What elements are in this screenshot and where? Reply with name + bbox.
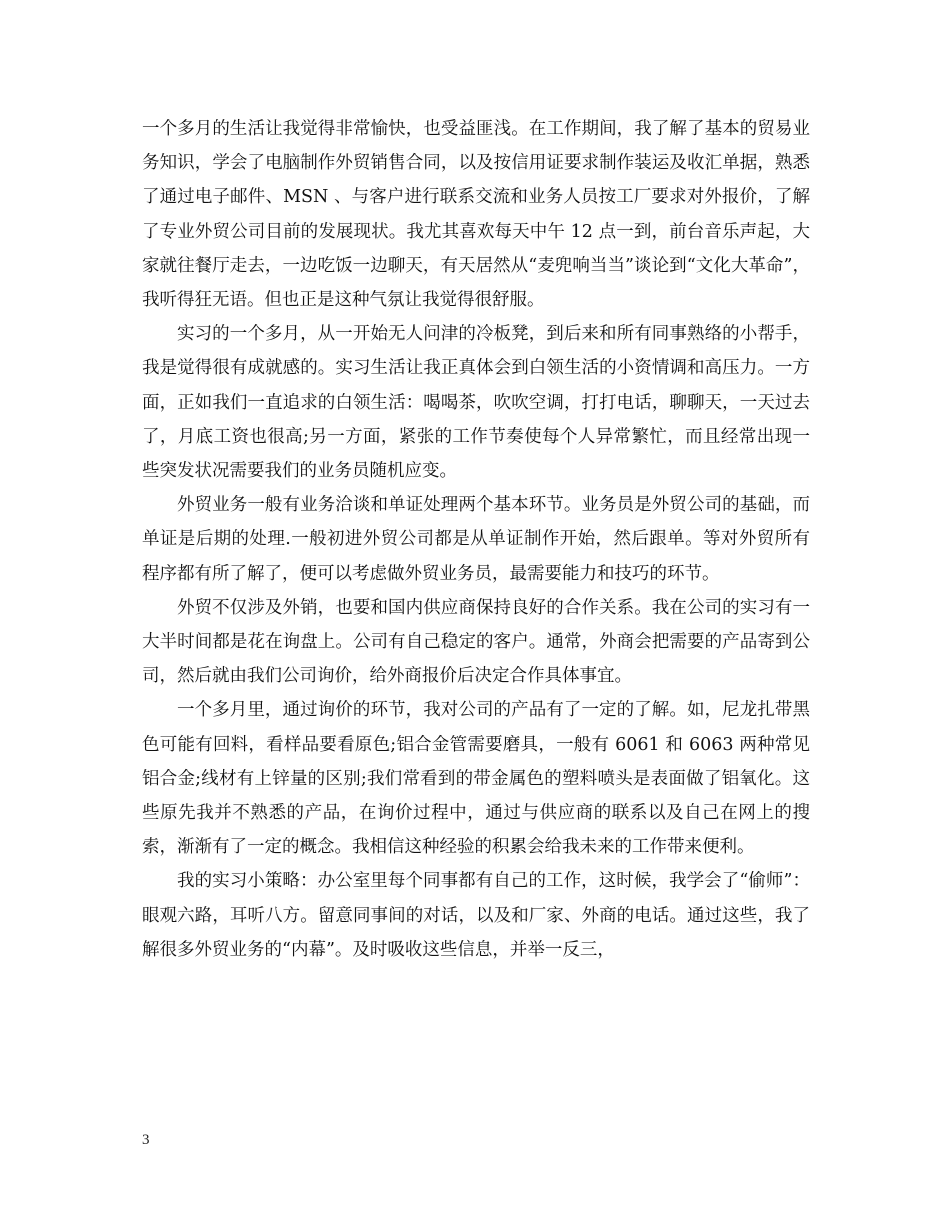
paragraph-6: 我的实习小策略：办公室里每个同事都有自己的工作，这时候，我学会了“偷师”：眼观六路，耳听八方。留意同事间的对话，以及和厂家、外商的电话。通过这些，我了解很多外贸业务的“内幕”。及时吸收这些信息，并举一反三， — [142, 871, 810, 960]
paragraph-2: 实习的一个多月，从一开始无人问津的冷板凳，到后来和所有同事熟络的小帮手，我是觉得很有成就感的。实习生活让我正真体会到白领生活的小资情调和高压力。一方面，正如我们一直追求的白领生活：喝喝茶，吹吹空调，打打电话，聊聊天，一天过去了，月底工资也很高;另一方面，紧张的工作节奏使每个人异常繁忙，而且经常出现一些突发状况需要我们的业务员随机应变。 — [142, 324, 810, 482]
page-number: 3 — [142, 1132, 150, 1148]
paragraph-4: 外贸不仅涉及外销，也要和国内供应商保持良好的合作关系。我在公司的实习有一大半时间都是花在询盘上。公司有自己稳定的客户。通常，外商会把需要的产品寄到公司，然后就由我们公司询价，给外商报价后决定合作具体事宜。 — [142, 597, 810, 687]
paragraph-1: 一个多月的生活让我觉得非常愉快，也受益匪浅。在工作期间，我了解了基本的贸易业务知识，学会了电脑制作外贸销售合同，以及按信用证要求制作装运及收汇单据，熟悉了通过电子邮件、MSN 、与客户进行联系交流和业务人员按工厂要求对外报价，了解了专业外贸公司目前的发展现状。我尤其喜欢每天中午 12 点一到，前台音乐声起，大家就往餐厅走去，一边吃饭一边聊天，有天居然从“麦兜响当当”谈论到“文化大革命”，我听得狂无语。但也正是这种气氛让我觉得很舒服。 — [142, 119, 810, 311]
paragraph-5: 一个多月里，通过询价的环节，我对公司的产品有了一定的了解。如，尼龙扎带黑色可能有回料，看样品要看原色;铝合金管需要磨具，一般有 6061 和 6063 两种常见铝合金;线材有上锌量的区别;我们常看到的带金属色的塑料喷头是表面做了铝氧化。这些原先我并不熟悉的产品，在询价过程中，通过与供应商的联系以及自己在网上的搜索，渐渐有了一定的概念。我相信这种经验的积累会给我未来的工作带来便利。 — [142, 700, 810, 858]
document-body — [142, 112, 810, 967]
paragraph-3: 外贸业务一般有业务洽谈和单证处理两个基本环节。业务员是外贸公司的基础，而单证是后期的处理.一般初进外贸公司都是从单证制作开始，然后跟单。等对外贸所有程序都有所了解了，便可以考虑做外贸业务员，最需要能力和技巧的环节。 — [142, 495, 810, 584]
